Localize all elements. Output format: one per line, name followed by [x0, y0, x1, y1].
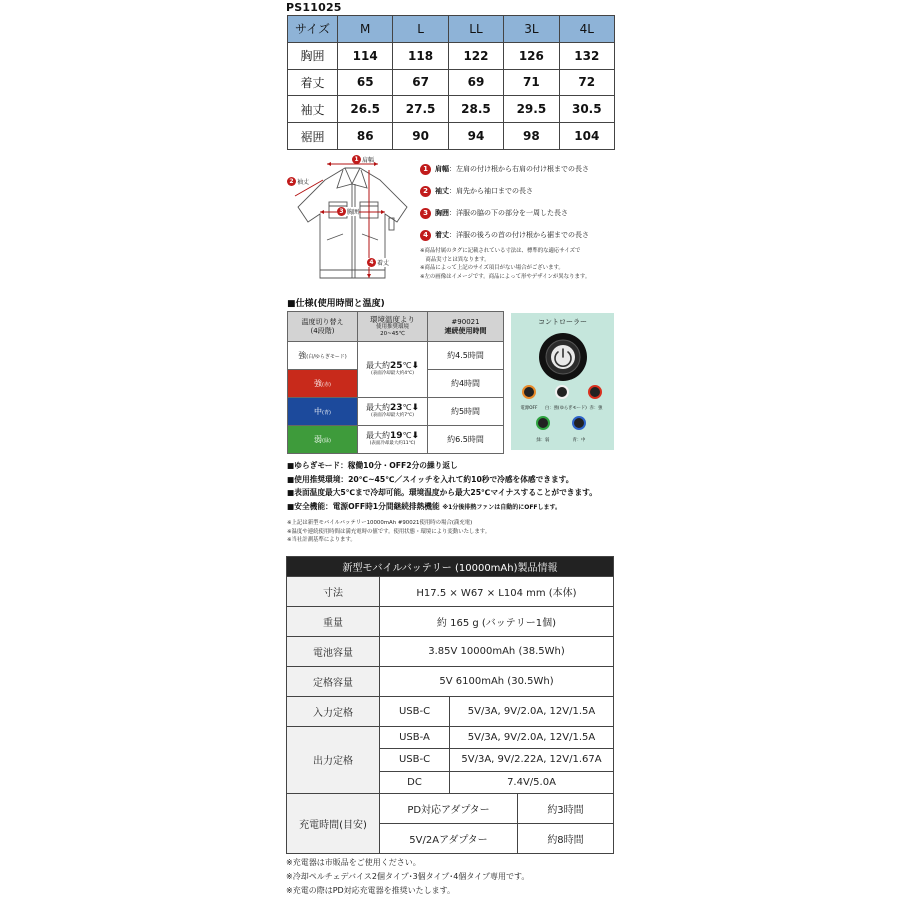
battery-value: H17.5 × W67 × L104 mm (本体) — [380, 577, 614, 607]
mode-sub: (白/ゆらぎモード) — [306, 354, 347, 360]
battery-charge-time: 約3時間 — [518, 794, 614, 824]
temp-value: 19 — [389, 431, 403, 441]
size-header-cell: 3L — [504, 16, 559, 43]
battery-row — [287, 794, 614, 824]
header-text: 20~45℃ — [380, 331, 405, 337]
battery-port: USB-C — [380, 696, 450, 726]
diagram-number: 1 — [352, 155, 361, 164]
battery-row — [287, 636, 614, 666]
spec-row — [288, 426, 504, 454]
size-row-head: 着丈 — [288, 69, 338, 96]
temp-prefix: 最大約 — [365, 431, 390, 440]
model-number: PS11025 — [286, 1, 342, 14]
size-cell: 72 — [559, 69, 614, 96]
spec-mode-red — [288, 370, 358, 398]
size-header-cell: サイズ — [288, 16, 338, 43]
down-arrow-icon: ⬇ — [411, 403, 420, 413]
white-mode-button-icon — [555, 385, 569, 399]
definition-desc: ：左肩の付け根から右肩の付け根までの長さ — [449, 165, 589, 173]
definition-number: 1 — [420, 164, 431, 175]
header-text: (4段階) — [310, 326, 335, 335]
diagram-number: 4 — [367, 258, 376, 267]
size-header-row — [288, 16, 615, 43]
size-cell: 86 — [338, 123, 393, 150]
note-line: ※温度や連続使用時間は満充電時の値です。使用状態・環境により変動いたします。 — [287, 528, 491, 535]
size-cell: 118 — [393, 42, 448, 69]
battery-label: 電池容量 — [287, 636, 380, 666]
bullet-item — [287, 500, 627, 515]
size-cell: 132 — [559, 42, 614, 69]
battery-label: 寸法 — [287, 577, 380, 607]
spec-time: 約5時間 — [428, 398, 504, 426]
battery-port: USB-C — [380, 749, 450, 771]
jacket-outline-illustration — [285, 152, 420, 292]
spec-time: 約6.5時間 — [428, 426, 504, 454]
size-row — [288, 69, 615, 96]
diagram-label-text: 袖丈 — [297, 179, 310, 186]
spec-time: 約4.5時間 — [428, 342, 504, 370]
red-mode-button-icon — [588, 385, 602, 399]
size-cell: 98 — [504, 123, 559, 150]
definition-item — [420, 228, 589, 242]
battery-value: 5V/3A, 9V/2.22A, 12V/1.67A — [450, 749, 614, 771]
note-line: ※充電の際はPD対応充電器を推奨いたします。 — [286, 886, 456, 896]
battery-table — [286, 556, 614, 854]
spec-header-temp — [358, 312, 428, 342]
diagram-label-length — [367, 258, 389, 267]
note-line: 商品実寸とは異なります。 — [420, 256, 490, 263]
size-cell: 122 — [448, 42, 503, 69]
controller-panel — [511, 313, 614, 450]
definition-desc: ：洋服の脇の下の部分を一周した長さ — [449, 209, 568, 217]
spec-header-row — [288, 312, 504, 342]
temp-prefix: 最大約 — [365, 361, 390, 370]
temp-note: (表面冷却最大約11℃) — [369, 441, 416, 446]
size-cell: 94 — [448, 123, 503, 150]
header-text: 環境温度より — [370, 315, 415, 324]
header-text: 使用推奨環境 — [375, 324, 409, 330]
power-off-button-icon — [522, 385, 536, 399]
battery-row — [287, 606, 614, 636]
bullet-item: ■ゆらぎモード：稼働10分・OFF2分の繰り返し — [287, 461, 458, 470]
battery-value: 5V/3A, 9V/2.0A, 12V/1.5A — [450, 726, 614, 748]
blue-mode-button-icon — [572, 416, 586, 430]
definition-desc: ：肩先から袖口までの長さ — [449, 187, 533, 195]
mode-sub: (赤) — [322, 382, 331, 388]
down-arrow-icon: ⬇ — [411, 361, 420, 371]
battery-value: 7.4V/5.0A — [450, 771, 614, 793]
definition-item — [420, 206, 568, 220]
temp-unit: ℃ — [402, 431, 412, 440]
temp-value: 23 — [389, 403, 403, 413]
diagram-number: 2 — [287, 177, 296, 186]
size-cell: 90 — [393, 123, 448, 150]
spec-temp-3 — [358, 426, 428, 454]
mode-text: 弱 — [314, 435, 323, 444]
spec-temp-1 — [358, 342, 428, 398]
size-cell: 114 — [338, 42, 393, 69]
down-arrow-icon: ⬇ — [411, 431, 420, 441]
temp-unit: ℃ — [402, 361, 412, 370]
battery-value: 5V/3A, 9V/2.0A, 12V/1.5A — [450, 696, 614, 726]
spec-title: ■仕様(使用時間と温度) — [287, 299, 385, 309]
spec-temp-2 — [358, 398, 428, 426]
size-table — [287, 15, 615, 150]
size-header-cell: 4L — [559, 16, 614, 43]
battery-title: 新型モバイルバッテリー (10000mAh)製品情報 — [287, 557, 614, 577]
size-cell: 65 — [338, 69, 393, 96]
battery-adapter: PD対応アダプター — [380, 794, 518, 824]
spec-row — [288, 398, 504, 426]
controller-label: 青：中 — [572, 438, 586, 443]
size-row-head: 袖丈 — [288, 96, 338, 123]
bullet-text: ■安全機能：電源OFF時1分間継続排熱機能 — [287, 501, 440, 511]
battery-value: 3.85V 10000mAh (38.5Wh) — [380, 636, 614, 666]
size-header-cell: L — [393, 16, 448, 43]
spec-table — [287, 311, 504, 454]
definition-desc: ：洋服の後ろの首の付け根から裾までの長さ — [449, 231, 589, 239]
spec-time: 約4時間 — [428, 370, 504, 398]
definition-number: 2 — [420, 186, 431, 197]
definition-term: 袖丈 — [435, 187, 449, 195]
size-cell: 26.5 — [338, 96, 393, 123]
controller-dial-icon — [537, 331, 589, 383]
note-line: ※上記は新型モバイルバッテリー10000mAh #90021使用時の場合(満充電) — [287, 520, 473, 526]
note-line: ※商品によって上記のサイズ項目がない場合がございます。 — [420, 265, 564, 271]
size-row-head: 胸囲 — [288, 42, 338, 69]
battery-label: 重量 — [287, 606, 380, 636]
size-header-cell: M — [338, 16, 393, 43]
jacket-diagram — [285, 152, 420, 292]
bullet-item: ■使用推奨環境：20℃~45℃／スイッチを入れて約10秒で冷感を体感できます。 — [287, 474, 574, 484]
battery-adapter: 5V/2Aアダプター — [380, 823, 518, 853]
definition-number: 4 — [420, 230, 431, 241]
definition-item — [420, 184, 533, 198]
size-cell: 27.5 — [393, 96, 448, 123]
header-text: 連続使用時間 — [444, 326, 487, 335]
diagram-label-chest — [337, 207, 359, 216]
definition-term: 肩幅 — [435, 165, 449, 173]
battery-header-row — [287, 557, 614, 577]
fine-notes — [287, 519, 490, 545]
size-cell: 69 — [448, 69, 503, 96]
battery-value: 約 165 g (バッテリー1個) — [380, 606, 614, 636]
bullet-item: ■表面温度最大5℃まで冷却可能。環境温度から最大25℃マイナスすることができます。 — [287, 488, 597, 497]
note-line: ※充電器は市販品をご使用ください。 — [286, 858, 421, 867]
controller-label: 赤：強 — [589, 406, 603, 411]
spec-mode-blue — [288, 398, 358, 426]
spec-header-time — [428, 312, 504, 342]
definition-term: 胸囲 — [435, 209, 449, 217]
battery-row — [287, 666, 614, 696]
controller-title: コントローラー — [538, 318, 587, 326]
diagram-label-text: 着丈 — [377, 260, 390, 267]
diagram-label-sleeve — [287, 177, 309, 186]
size-cell: 104 — [559, 123, 614, 150]
note-line: ※商品付属のタグに記載されている寸法は、標準的な適応サイズで — [420, 248, 581, 254]
controller-label: 緑：弱 — [536, 438, 550, 443]
measurement-notes — [420, 247, 620, 281]
note-line: ※冷却ペルチェデバイス2個タイプ･3個タイプ･4個タイプ専用です。 — [286, 872, 530, 882]
controller-label: 白：強(ゆらぎモード) — [545, 406, 587, 411]
spec-row — [288, 342, 504, 370]
size-cell: 29.5 — [504, 96, 559, 123]
diagram-number: 3 — [337, 207, 346, 216]
note-line: ※左の画像はイメージです。商品によって形やデザインが異なります。 — [420, 273, 591, 280]
definition-number: 3 — [420, 208, 431, 219]
spec-mode-white — [288, 342, 358, 370]
battery-label: 出力定格 — [287, 726, 380, 793]
bullet-note: ※1分後排熱ファンは自動的にOFFします。 — [442, 503, 562, 511]
mode-sub: (青) — [322, 410, 331, 416]
mode-text: 強 — [298, 351, 307, 360]
temp-note: (表面冷却最大約7℃) — [371, 413, 414, 418]
battery-row — [287, 726, 614, 748]
size-row — [288, 96, 615, 123]
size-cell: 30.5 — [559, 96, 614, 123]
battery-port: USB-A — [380, 726, 450, 748]
temp-note: (表面冷却最大約4℃) — [371, 371, 414, 376]
size-row-head: 裾囲 — [288, 123, 338, 150]
spec-mode-green — [288, 426, 358, 454]
battery-label: 入力定格 — [287, 696, 380, 726]
battery-charge-time: 約8時間 — [518, 823, 614, 853]
header-text: #90021 — [451, 317, 480, 326]
size-cell: 71 — [504, 69, 559, 96]
diagram-label-text: 胸囲 — [347, 209, 360, 216]
green-mode-button-icon — [536, 416, 550, 430]
diagram-label-text: 肩幅 — [362, 157, 375, 164]
spec-header-mode — [288, 312, 358, 342]
size-cell: 28.5 — [448, 96, 503, 123]
battery-label: 充電時間(目安) — [287, 794, 380, 854]
size-row — [288, 42, 615, 69]
battery-row — [287, 696, 614, 726]
temp-value: 25 — [389, 361, 403, 371]
temp-prefix: 最大約 — [365, 403, 390, 412]
size-row — [288, 123, 615, 150]
bottom-notes — [286, 856, 529, 899]
feature-bullets — [287, 459, 627, 514]
size-header-cell: LL — [448, 16, 503, 43]
battery-value: 5V 6100mAh (30.5Wh) — [380, 666, 614, 696]
mode-text: 中 — [314, 407, 323, 416]
size-cell: 126 — [504, 42, 559, 69]
mode-sub: (緑) — [322, 438, 331, 444]
definition-item — [420, 162, 589, 176]
definition-term: 着丈 — [435, 231, 449, 239]
controller-label: 電源OFF — [520, 406, 538, 411]
mode-text: 強 — [314, 379, 323, 388]
temp-unit: ℃ — [402, 403, 412, 412]
diagram-label-shoulder — [352, 155, 374, 164]
note-line: ※当社計測基準によります。 — [287, 537, 356, 544]
header-text: 温度切り替え — [301, 317, 344, 326]
battery-port: DC — [380, 771, 450, 793]
battery-row — [287, 577, 614, 607]
size-cell: 67 — [393, 69, 448, 96]
battery-label: 定格容量 — [287, 666, 380, 696]
